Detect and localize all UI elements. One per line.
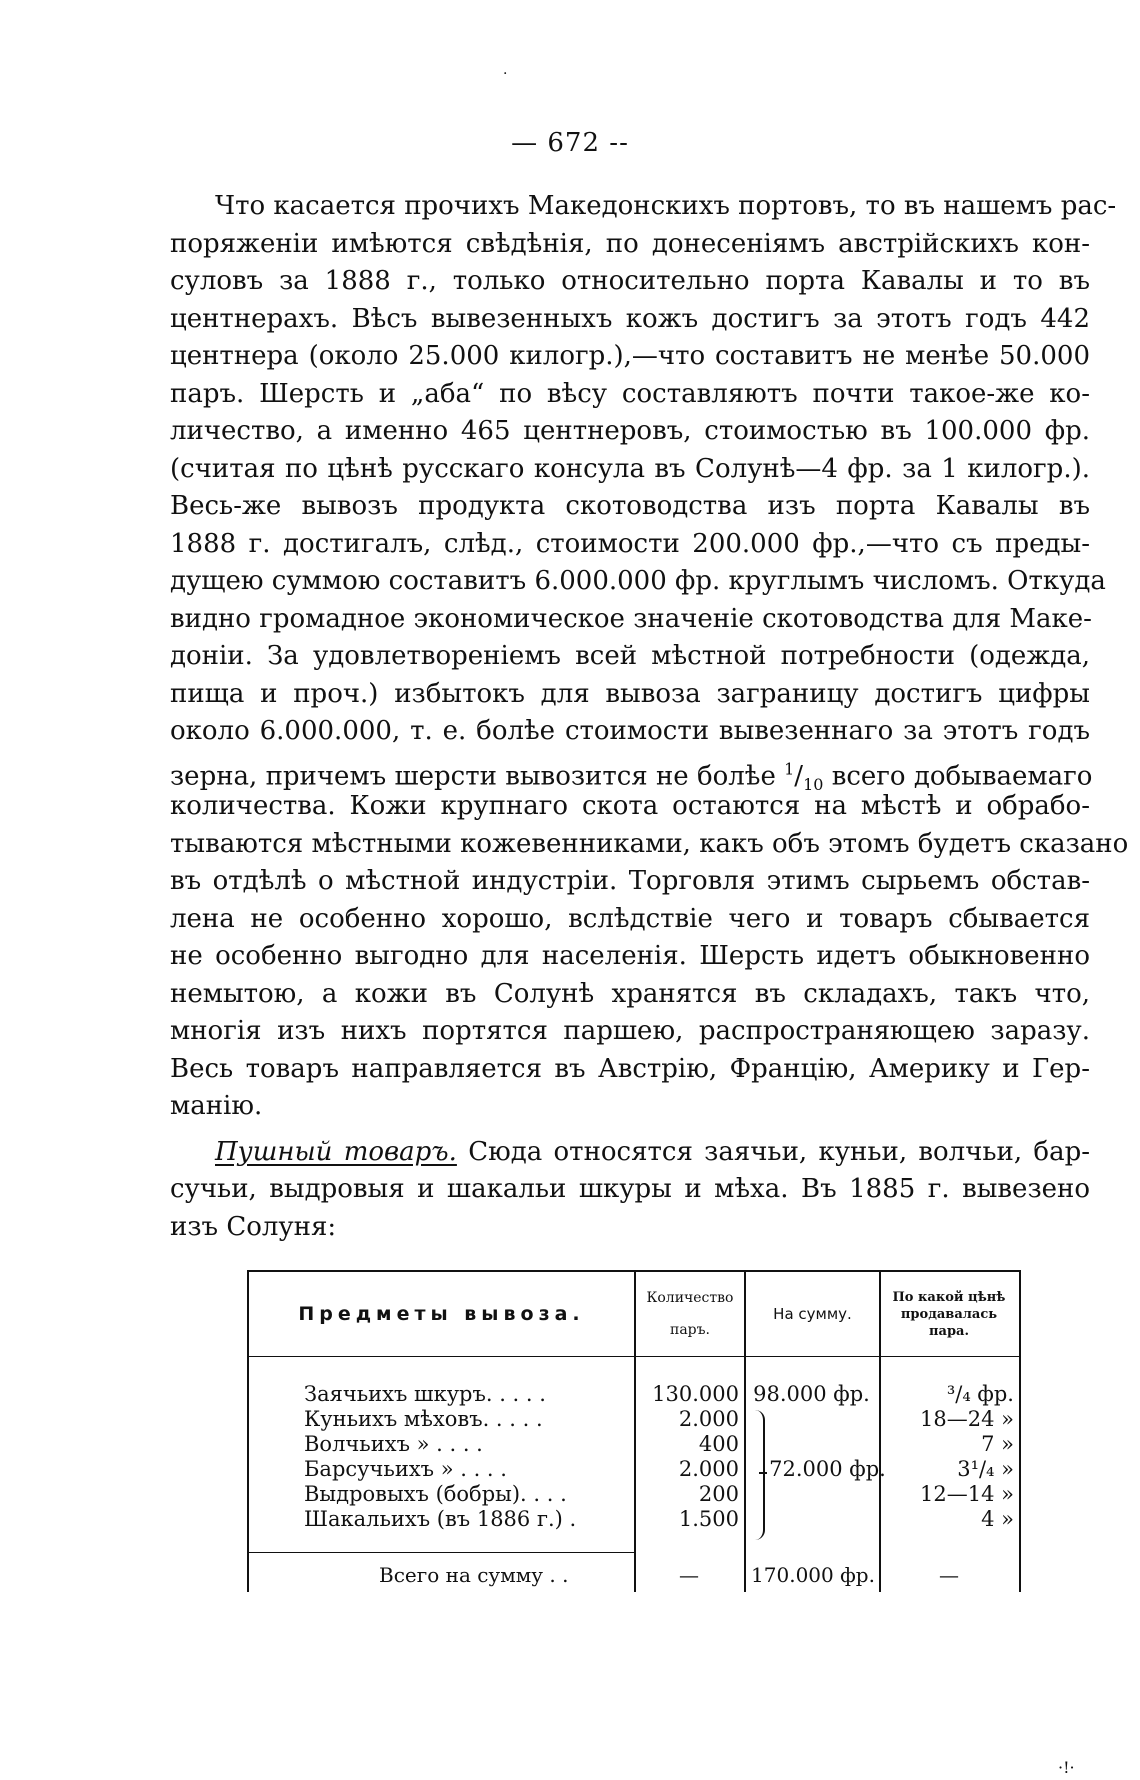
fraction-line-before: зерна, причемъ шерсти вывозится не болѣе [170, 761, 776, 792]
cell-price: 4 » [981, 1507, 1014, 1531]
text-line: Весь-же вывозъ продукта скотоводства изъ порта Кавалы въ [170, 491, 1090, 521]
table-row [249, 1457, 1019, 1482]
text-line: манію. [170, 1091, 263, 1121]
text-line: въ отдѣлѣ о мѣстной индустріи. Торговля этимъ сырьемъ обстав- [170, 866, 1090, 896]
body-text [170, 188, 1129, 1246]
text-line: видно громадное экономическое значеніе скотоводства для Маке- [170, 603, 1092, 634]
total-label: Всего на сумму . . [379, 1563, 569, 1587]
fraction-denominator: 10 [803, 775, 824, 795]
text-line: сучьи, выдровыя и шакальи шкуры и мѣха. Въ 1885 г. вывезено [170, 1174, 1090, 1204]
page-number: — 672 -- [511, 128, 629, 158]
text-line: тываются мѣстными кожевенниками, какъ объ этомъ будетъ сказано [170, 828, 1129, 859]
cell-price: ³/₄ фр. [946, 1382, 1014, 1406]
footer-mark: ·!· [1058, 1758, 1075, 1777]
total-rule [249, 1552, 634, 1553]
table-row [249, 1432, 1019, 1457]
text-line: многія изъ нихъ портятся паршею, распространяющею заразу. [170, 1016, 1090, 1046]
text-line: центнера (около 25.000 килогр.),—что составитъ не менѣе 50.000 [170, 341, 1090, 371]
cell-qty: 130.000 [652, 1382, 739, 1406]
text-line: суловъ за 1888 г., только относительно порта Кавалы и то въ [170, 266, 1090, 296]
text-line: паръ. Шерсть и „аба“ по вѣсу составляютъ почти такое-же ко- [170, 378, 1090, 409]
header-quantity-line2: паръ. [670, 1322, 710, 1338]
header-quantity-line1: Количество [646, 1290, 734, 1306]
export-table [247, 1270, 1021, 1592]
total-sum: 170.000 фр. [751, 1563, 875, 1587]
cell-item: Шакальихъ (въ 1886 г.) . [304, 1507, 577, 1531]
total-qty: — [679, 1563, 699, 1587]
cell-price: 7 » [981, 1432, 1014, 1456]
table-row [249, 1407, 1019, 1432]
header-price-line3: пара. [929, 1323, 969, 1339]
cell-price: 12—14 » [920, 1482, 1014, 1506]
fraction-line-after: всего добываемаго [831, 761, 1093, 792]
text-line: 1888 г. достигалъ, слѣд., стоимости 200.000 фр.,—что съ преды- [170, 528, 1090, 559]
table-row [249, 1382, 1019, 1407]
header-price [881, 1272, 1017, 1356]
text-line: немытою, а кожи въ Солунѣ хранятся въ складахъ, такъ что, [170, 978, 1090, 1009]
header-price-line1: По какой цѣнѣ [892, 1289, 1006, 1305]
cell-item: Выдровыхъ (бобры). . . . [304, 1482, 567, 1506]
grouping-brace [749, 1410, 765, 1540]
cell-sum-grouped: 72.000 фр. [769, 1457, 886, 1481]
print-speck: · [503, 66, 508, 82]
cell-item: Волчьихъ » . . . . [304, 1432, 483, 1456]
cell-item: Барсучьихъ » . . . . [304, 1457, 507, 1481]
table-row [249, 1507, 1019, 1532]
header-rule [249, 1356, 1019, 1357]
text-line: центнерахъ. Вѣсъ вывезенныхъ кожъ достигъ за этотъ годъ 442 [170, 303, 1090, 334]
cell-price: 18—24 » [920, 1407, 1014, 1431]
text-line: количества. Кожи крупнаго скота остаются на мѣстѣ и обрабо- [170, 791, 1090, 821]
section-lead-italic: Пушный товаръ. [215, 1136, 457, 1167]
cell-qty: 200 [698, 1482, 739, 1506]
cell-qty: 400 [698, 1432, 739, 1456]
text-line: не особенно выгодно для населенія. Шерсть идетъ обыкновенно [170, 941, 1090, 971]
header-quantity [636, 1272, 744, 1356]
table-row [249, 1482, 1019, 1507]
grouping-brace-point [759, 1472, 767, 1474]
text-line: Весь товаръ направляется въ Австрію, Францію, Америку и Гер- [170, 1053, 1090, 1084]
header-items: Предметы вывоза. [298, 1303, 585, 1325]
text-line: доніи. За удовлетвореніемъ всей мѣстной потребности (одежда, [170, 641, 1090, 671]
cell-qty: 2.000 [678, 1457, 739, 1481]
text-line: дущею суммою составитъ 6.000.000 фр. круглымъ числомъ. Откуда [170, 566, 1106, 596]
fraction: $^1/_{10}$ [784, 759, 824, 795]
text-line: около 6.000.000, т. е. болѣе стоимости вывезеннаго за этотъ годъ [170, 716, 1090, 746]
cell-sum: 98.000 фр. [753, 1382, 870, 1406]
text-line: пища и проч.) избытокъ для вывоза заграницу достигъ цифры [170, 678, 1090, 709]
text-line: Что касается прочихъ Македонскихъ портовъ, то въ нашемъ рас- [215, 191, 1117, 221]
cell-item: Заячьихъ шкуръ. . . . . [304, 1382, 546, 1406]
cell-item: Куньихъ мѣховъ. . . . . [304, 1407, 543, 1431]
text-line [170, 1134, 1090, 1172]
cell-price: 3¹/₄ » [957, 1457, 1014, 1481]
header-price-line2: продавалась [900, 1306, 998, 1322]
text-line-with-fraction [170, 751, 1093, 795]
text-line: (считая по цѣнѣ русскаго консула въ Солунѣ—4 фр. за 1 килогр.). [170, 453, 1090, 484]
total-price: — [939, 1563, 959, 1587]
text-line: лена не особенно хорошо, вслѣдствіе чего и товаръ сбывается [170, 903, 1090, 934]
cell-qty: 1.500 [678, 1507, 739, 1531]
text-line: изъ Солуня: [170, 1211, 337, 1242]
section-lead-rest: Сюда относятся заячьи, куньи, волчьи, бар- [468, 1136, 1091, 1167]
fraction-numerator: 1 [784, 759, 795, 779]
header-sum: На сумму. [773, 1305, 852, 1323]
table-total-row [249, 1560, 1019, 1590]
text-line: поряженіи имѣются свѣдѣнія, по донесеніямъ австрійскихъ кон- [170, 228, 1090, 259]
text-line: личество, а именно 465 центнеровъ, стоимостью въ 100.000 фр. [170, 416, 1090, 446]
cell-qty: 2.000 [678, 1407, 739, 1431]
